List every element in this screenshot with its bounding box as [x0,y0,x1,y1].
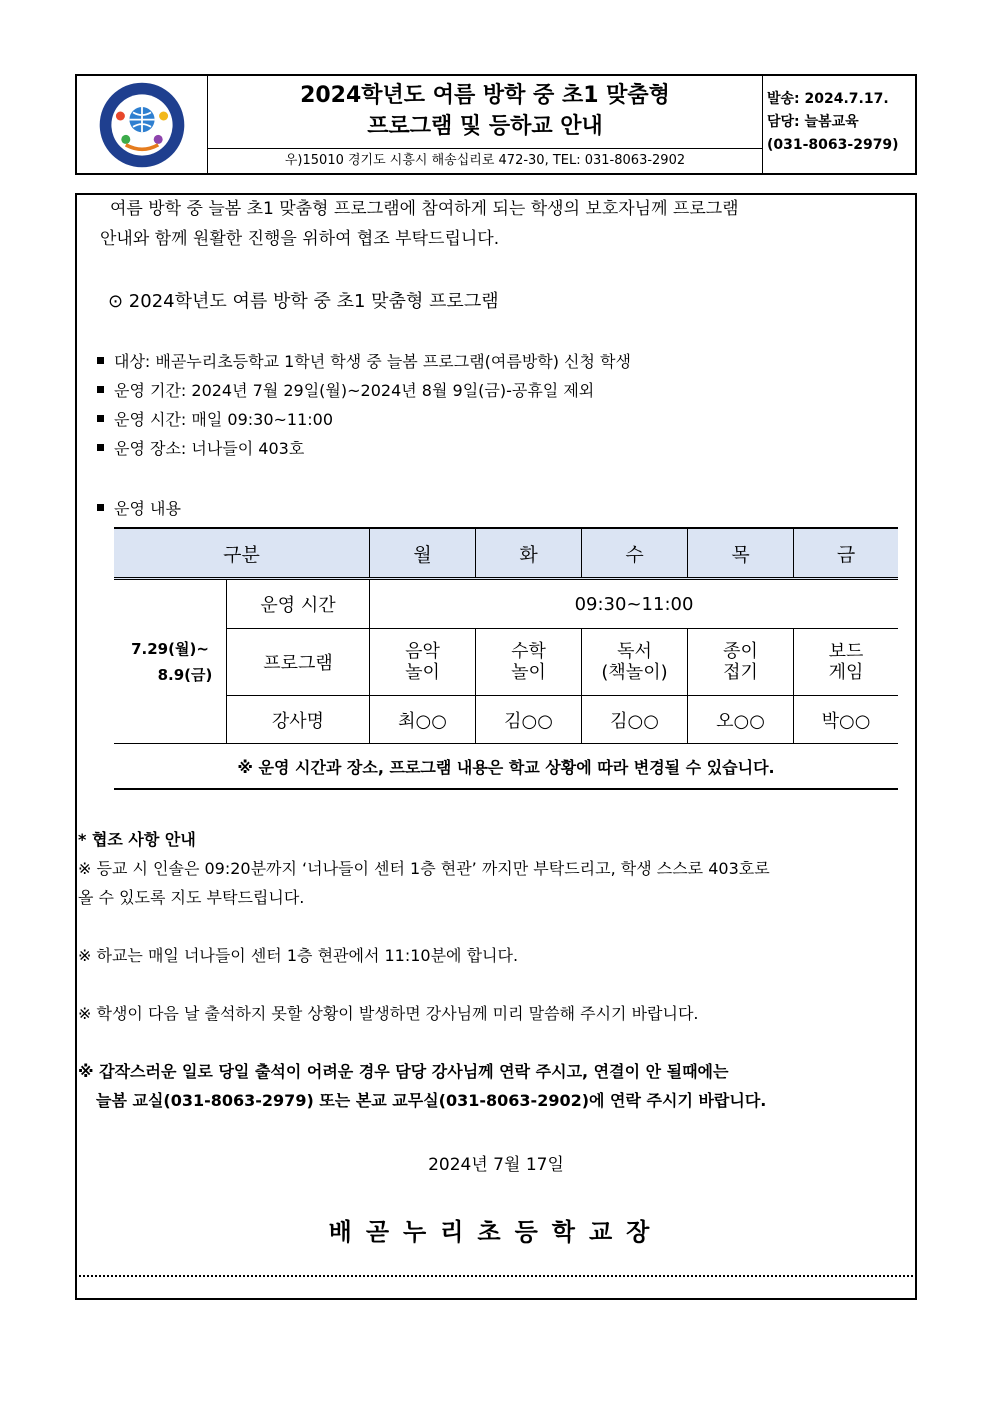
document-header [75,74,917,175]
row-label: 프로그램 [227,629,370,696]
program-line: 수학 [511,641,546,662]
program-line: 음악 [405,641,440,662]
program-cell [794,629,899,696]
program-line: 놀이 [511,662,546,683]
school-logo-cell [77,76,208,173]
table-header-row [114,528,898,579]
intro-paragraph [100,194,900,254]
content-label [97,494,181,523]
principal-signature: 배곧누리초등학교장 [328,1218,664,1246]
table-row [114,629,898,696]
header-day: 화 [476,528,582,579]
teacher-cell: 최○○ [370,696,476,744]
program-line: 게임 [828,662,864,683]
school-address: 우)15010 경기도 시흥시 해송십리로 472-30, TEL: 031-8063-2902 [208,148,763,173]
program-cell [688,629,794,696]
cooperation-item-1 [78,854,914,912]
program-cell [476,629,582,696]
square-bullet-icon [97,415,104,422]
bullet-item [97,347,631,376]
program-line: 놀이 [405,662,440,683]
square-bullet-icon [97,386,104,393]
bullet-text: 운영 시간: 매일 09:30~11:00 [114,410,334,429]
title-line-2: 프로그램 및 등하교 안내 [367,114,603,139]
header-day: 목 [688,528,794,579]
cooperation-item-2: ※ 하교는 매일 너나들이 센터 1층 현관에서 11:10분에 합니다. [78,946,519,965]
table-row [114,696,898,744]
schedule-table [114,527,898,790]
program-line: 종이 [723,641,758,662]
bullet-text: 운영 장소: 너나들이 403호 [114,439,305,458]
document-meta [767,88,917,157]
square-bullet-icon [97,504,104,511]
period-line-2: 8.9(금) [157,665,213,684]
document-date: 2024년 7월 17일 [428,1155,564,1175]
period-line-1: 7.29(월)~ [131,639,209,658]
square-bullet-icon [97,444,104,451]
cooperation-item-4 [78,1057,914,1115]
cooperation-section [78,825,914,1115]
row-label: 운영 시간 [227,579,370,629]
intro-line-2: 안내와 함께 원활한 진행을 위하여 협조 부탁드립니다. [100,229,500,249]
teacher-cell: 김○○ [476,696,582,744]
bullet-item [97,376,631,405]
table-row [114,579,898,629]
program-line: 독서 [617,641,652,662]
teacher-cell: 오○○ [688,696,794,744]
bullet-item [97,434,631,463]
table-note: ※ 운영 시간과 장소, 프로그램 내용은 학교 상황에 따라 변경될 수 있습니다. [114,744,898,790]
row-label: 강사명 [227,696,370,744]
program-cell [370,629,476,696]
header-day: 수 [582,528,688,579]
program-line: 보드 [828,641,864,662]
program-line: 접기 [723,662,758,683]
cooperation-line: ※ 등교 시 인솔은 09:20분까지 ‘너나들이 센터 1층 현관’ 까지만 부탁드리고, 학생 스스로 403호로 [78,859,770,878]
bullet-text: 운영 기간: 2024년 7월 29일(월)~2024년 8월 9일(금)-공휴일 제외 [114,381,595,400]
bullet-text: 대상: 배곧누리초등학교 1학년 학생 중 늘봄 프로그램(여름방학) 신청 학생 [114,352,631,371]
intro-line-1: 여름 방학 중 늘봄 초1 맞춤형 프로그램에 참여하게 되는 학생의 보호자님께 프로그램 [110,199,739,219]
content-label-text: 운영 내용 [114,499,181,518]
period-cell [114,579,227,744]
cooperation-item-3: ※ 학생이 다음 날 출석하지 못할 상황이 발생하면 강사님께 미리 말씀해 주시기 바랍니다. [78,1004,699,1023]
header-day: 금 [794,528,899,579]
header-day: 월 [370,528,476,579]
document-title [208,76,763,148]
teacher-cell: 김○○ [582,696,688,744]
bullet-item [97,405,631,434]
cooperation-title: * 협조 사항 안내 [78,830,196,849]
header-category: 구분 [114,528,370,579]
square-bullet-icon [97,357,104,364]
manager-phone: (031-8063-2979) [767,137,899,153]
cooperation-line: 늘봄 교실(031-8063-2979) 또는 본교 교무실(031-8063-2902)에 연락 주시기 바랍니다. [96,1091,767,1110]
info-bullets [97,347,631,463]
section-title: ⊙ 2024학년도 여름 방학 중 초1 맞춤형 프로그램 [108,291,499,312]
cooperation-line: 올 수 있도록 지도 부탁드립니다. [78,888,305,907]
time-value: 09:30~11:00 [370,579,899,629]
table-note-row [114,744,898,790]
sent-date: 발송: 2024.7.17. [767,91,889,107]
program-line: (책놀이) [601,662,668,683]
cooperation-line: ※ 갑작스러운 일로 당일 출석이 어려운 경우 담당 강사님께 연락 주시고, 연결이 안 될때에는 [78,1062,729,1081]
teacher-cell: 박○○ [794,696,899,744]
title-line-1: 2024학년도 여름 방학 중 초1 맞춤형 [300,83,670,108]
manager: 담당: 늘봄교육 [767,114,859,130]
program-cell [582,629,688,696]
school-logo-icon [92,80,192,170]
dotted-divider [75,1275,917,1277]
